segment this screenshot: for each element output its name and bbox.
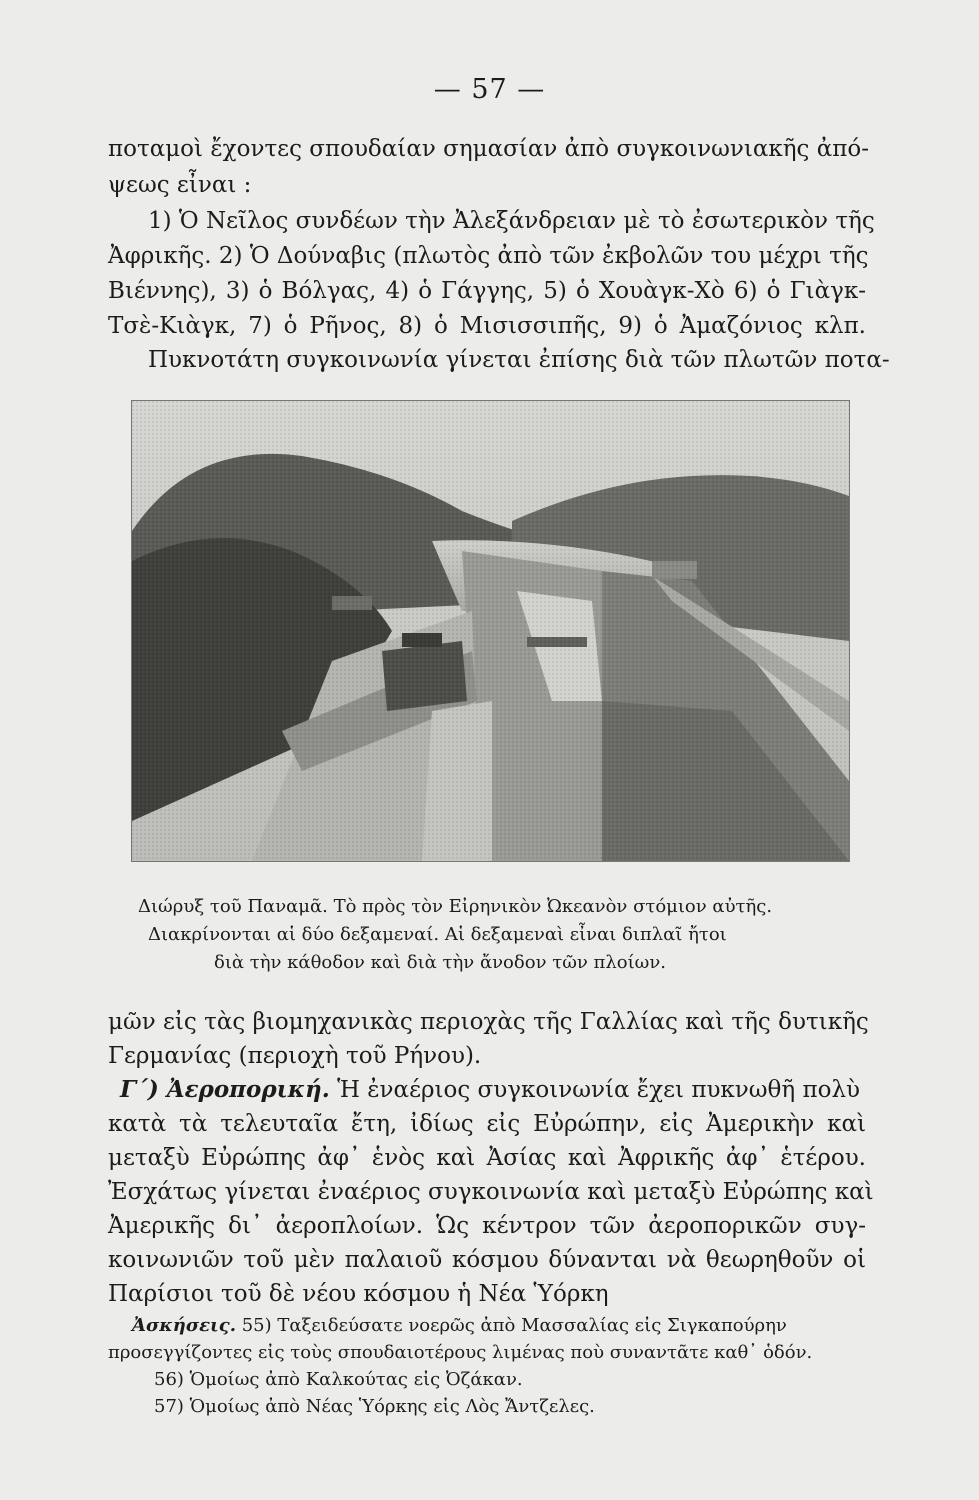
text-line: Τσὲ-Κιὰγκ, 7) ὁ Ρῆνος, 8) ὁ Μισισσιπῆς, 9) ὁ Ἀμαζόνιος κλπ. [108,313,866,339]
section-text: Ἡ ἐναέριος συγκοινωνία ἔχει πυκνωθῆ πολὺ [337,1077,861,1103]
text-line: 1) Ὁ Νεῖλος συνδέων τὴν Ἀλεξάνδρειαν μὲ τὸ ἐσωτερικὸν τῆς [148,208,875,234]
section-first-line [108,1075,866,1105]
caption-line: Διώρυξ τοῦ Παναμᾶ. Τὸ πρὸς τὸν Εἰρηνικὸν Ὠκεανὸν στόμιον αὐτῆς. [138,896,773,917]
text-line: μῶν εἰς τὰς βιομηχανικὰς περιοχὰς τῆς Γαλλίας καὶ τῆς δυτικῆς [108,1009,869,1035]
text-line: Ἐσχάτως γίνεται ἐναέριος συγκοινωνία καὶ μεταξὺ Εὐρώπης καὶ [108,1179,874,1205]
text-line: Παρίσιοι τοῦ δὲ νέου κόσμου ἡ Νέα Ὑόρκη [108,1281,609,1307]
caption-line: Διακρίνονται αἱ δύο δεξαμεναί. Αἱ δεξαμεναὶ εἶναι διπλαῖ ἤτοι [148,924,727,945]
exercise-55: 55) Ταξειδεύσατε νοερῶς ἀπὸ Μασσαλίας εἰς Σιγκαπούρην [241,1315,787,1336]
text-line: ψεως εἶναι : [108,172,252,198]
text-line: μεταξὺ Εὐρώπης ἀφ᾽ ἑνὸς καὶ Ἀσίας καὶ Ἀφρικῆς ἀφ᾽ ἑτέρου. [108,1145,866,1171]
text-line: Βιέννης), 3) ὁ Βόλγας, 4) ὁ Γάγγης, 5) ὁ Χουὰγκ-Χὸ 6) ὁ Γιὰγκ- [108,278,866,304]
text-line: κατὰ τὰ τελευταῖα ἔτη, ἰδίως εἰς Εὐρώπην, εἰς Ἀμερικὴν καὶ [108,1111,866,1137]
section-heading: Γ΄) Ἀεροπορική. [120,1076,330,1103]
page-number: — 57 — [433,74,546,105]
text-line: ποταμοὶ ἔχοντες σπουδαίαν σημασίαν ἀπὸ συγκοινωνιακῆς ἀπό- [108,136,870,162]
text-line: κοινωνιῶν τοῦ μὲν παλαιοῦ κόσμου δύνανται νὰ θεωρηθοῦν οἱ [108,1247,866,1273]
text-line: Ἀμερικῆς δι᾽ ἀεροπλοίων. Ὡς κέντρον τῶν ἀεροπορικῶν συγ- [108,1213,866,1239]
text-line: Πυκνοτάτη συγκοινωνία γίνεται ἐπίσης διὰ τῶν πλωτῶν ποτα- [148,347,890,373]
caption-line: διὰ τὴν κάθοδον καὶ διὰ τὴν ἄνοδον τῶν πλοίων. [214,952,667,973]
panama-canal-photo [131,400,850,862]
text-line: Γερμανίας (περιοχὴ τοῦ Ρήνου). [108,1043,482,1069]
text-line: Ἀφρικῆς. 2) Ὁ Δούναβις (πλωτὸς ἀπὸ τῶν ἐκβολῶν του μέχρι τῆς [108,243,869,269]
exercise-57: 57) Ὁμοίως ἀπὸ Νέας Ὑόρκης εἰς Λὸς Ἄντζελες. [154,1396,595,1417]
exercise-line [108,1312,866,1339]
exercise-line: προσεγγίζοντες εἰς τοὺς σπουδαιοτέρους λιμένας ποὺ συναντᾶτε καθ᾽ ὁδόν. [108,1342,813,1363]
exercise-56: 56) Ὁμοίως ἀπὸ Καλκούτας εἰς Ὀζάκαν. [154,1369,523,1390]
exercises-label: Ἀσκήσεις. [132,1315,236,1336]
